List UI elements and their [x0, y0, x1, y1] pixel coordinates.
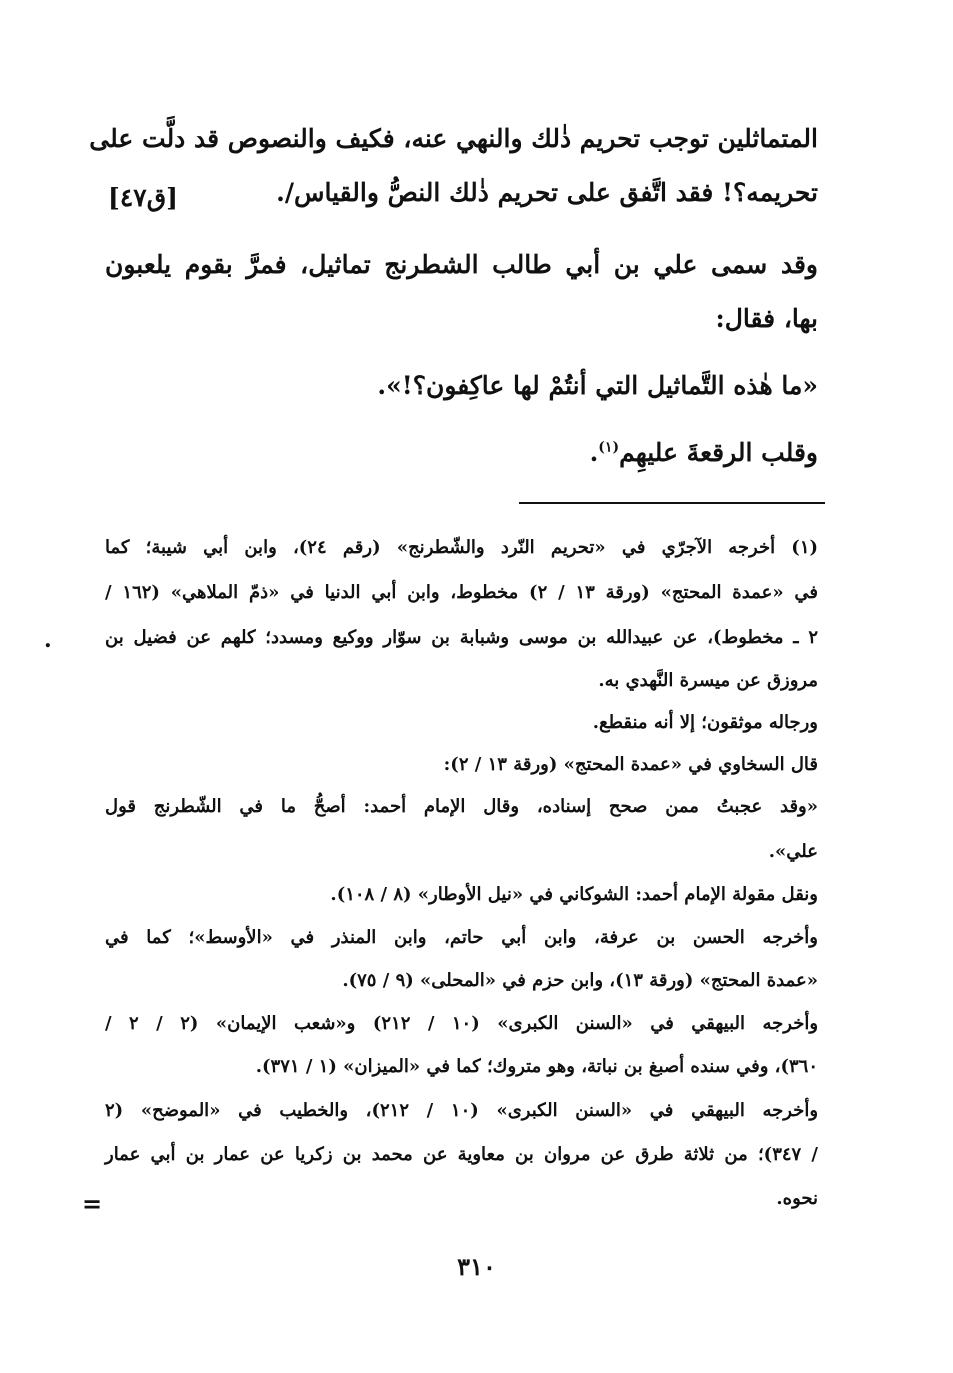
footnote-separator [519, 502, 825, 504]
body-paragraph-2-line-2: بها، فقال: [715, 304, 818, 333]
body-final-text: وقلب الرقعةَ عليهِم [619, 438, 818, 467]
body-paragraph-2-line-1: وقد سمى علي بن أبي طالب الشطرنج تماثيل، فمرَّ بقوم يلعبون [105, 250, 818, 279]
footnote-line-3: ٢ ـ مخطوط)، عن عبيدالله بن موسى وشبابة بن سوّار ووكيع ومسدد؛ كلهم عن فضيل بن [105, 627, 818, 648]
margin-dot: . [44, 627, 52, 653]
footnote-line-11: «عمدة المحتج» (ورقة ١٣)، وابن حزم في «المحلى» (٩ / ٧٥). [342, 970, 818, 991]
body-line-2: تحريمه؟! فقد اتَّفق على تحريم ذٰلك النصُّ والقياس/. [276, 178, 818, 207]
footnote-line-15: / ٣٤٧)؛ من ثلاثة طرق عن مروان بن معاوية عن محمد بن زكريا عن عمار بن أبي عمار [105, 1144, 818, 1165]
footnote-line-6: قال السخاوي في «عمدة المحتج» (ورقة ١٣ / ٢): [443, 754, 818, 775]
footnote-line-16: نحوه. [776, 1188, 818, 1209]
manuscript-page-marker: [ق٤٧] [108, 183, 178, 212]
footnote-line-9: ونقل مقولة الإمام أحمد: الشوكاني في «نيل الأوطار» (٨ / ١٠٨). [330, 884, 818, 905]
footnote-line-7: «وقد عجبتُ ممن صحح إسناده، وقال الإمام أحمد: أصحُّ ما في الشّطرنج قول [105, 796, 818, 817]
footnote-line-14: وأخرجه البيهقي في «السنن الكبرى» (١٠ / ٢١٢)، والخطيب في «الموضح» (٢ [105, 1100, 819, 1121]
footnote-line-5: ورجاله موثقون؛ إلا أنه منقطع. [592, 712, 818, 733]
body-line-1: المتماثلين توجب تحريم ذٰلك والنهي عنه، فكيف والنصوص قد دلَّت على [89, 124, 818, 153]
continuation-mark: = [82, 1189, 103, 1218]
footnote-reference: (١) [598, 439, 620, 456]
quranic-quote: «ما هٰذه التَّماثيل التي أنتُمْ لها عاكِفون؟!». [377, 371, 818, 400]
body-final-end: . [589, 438, 599, 467]
footnote-line-1: (١) أخرجه الآجرّي في «تحريم النّرد والشّطرنج» (رقم ٢٤)، وابن أبي شيبة؛ كما [105, 537, 819, 558]
footnote-line-4: مروزق عن ميسرة النَّهدي به. [598, 670, 818, 691]
footnote-line-12: وأخرجه البيهقي في «السنن الكبرى» (١٠ / ٢١٢) و«شعب الإيمان» (٢ / ٢ / [105, 1013, 819, 1034]
footnote-line-8: علي». [768, 841, 818, 862]
footnote-line-2: في «عمدة المحتج» (ورقة ١٣ / ٢) مخطوط، وابن أبي الدنيا في «ذمّ الملاهي» (١٦٢ / [105, 582, 819, 603]
page-number: ٣١٠ [457, 1252, 496, 1281]
footnote-line-13: ٣٦٠)، وفي سنده أصبغ بن نباتة، وهو متروك؛ كما في «الميزان» (١ / ٣٧١). [255, 1056, 818, 1077]
footnote-line-10: وأخرجه الحسن بن عرفة، وابن أبي حاتم، وابن المنذر في «الأوسط»؛ كما في [105, 927, 818, 948]
body-final-line [590, 438, 818, 467]
